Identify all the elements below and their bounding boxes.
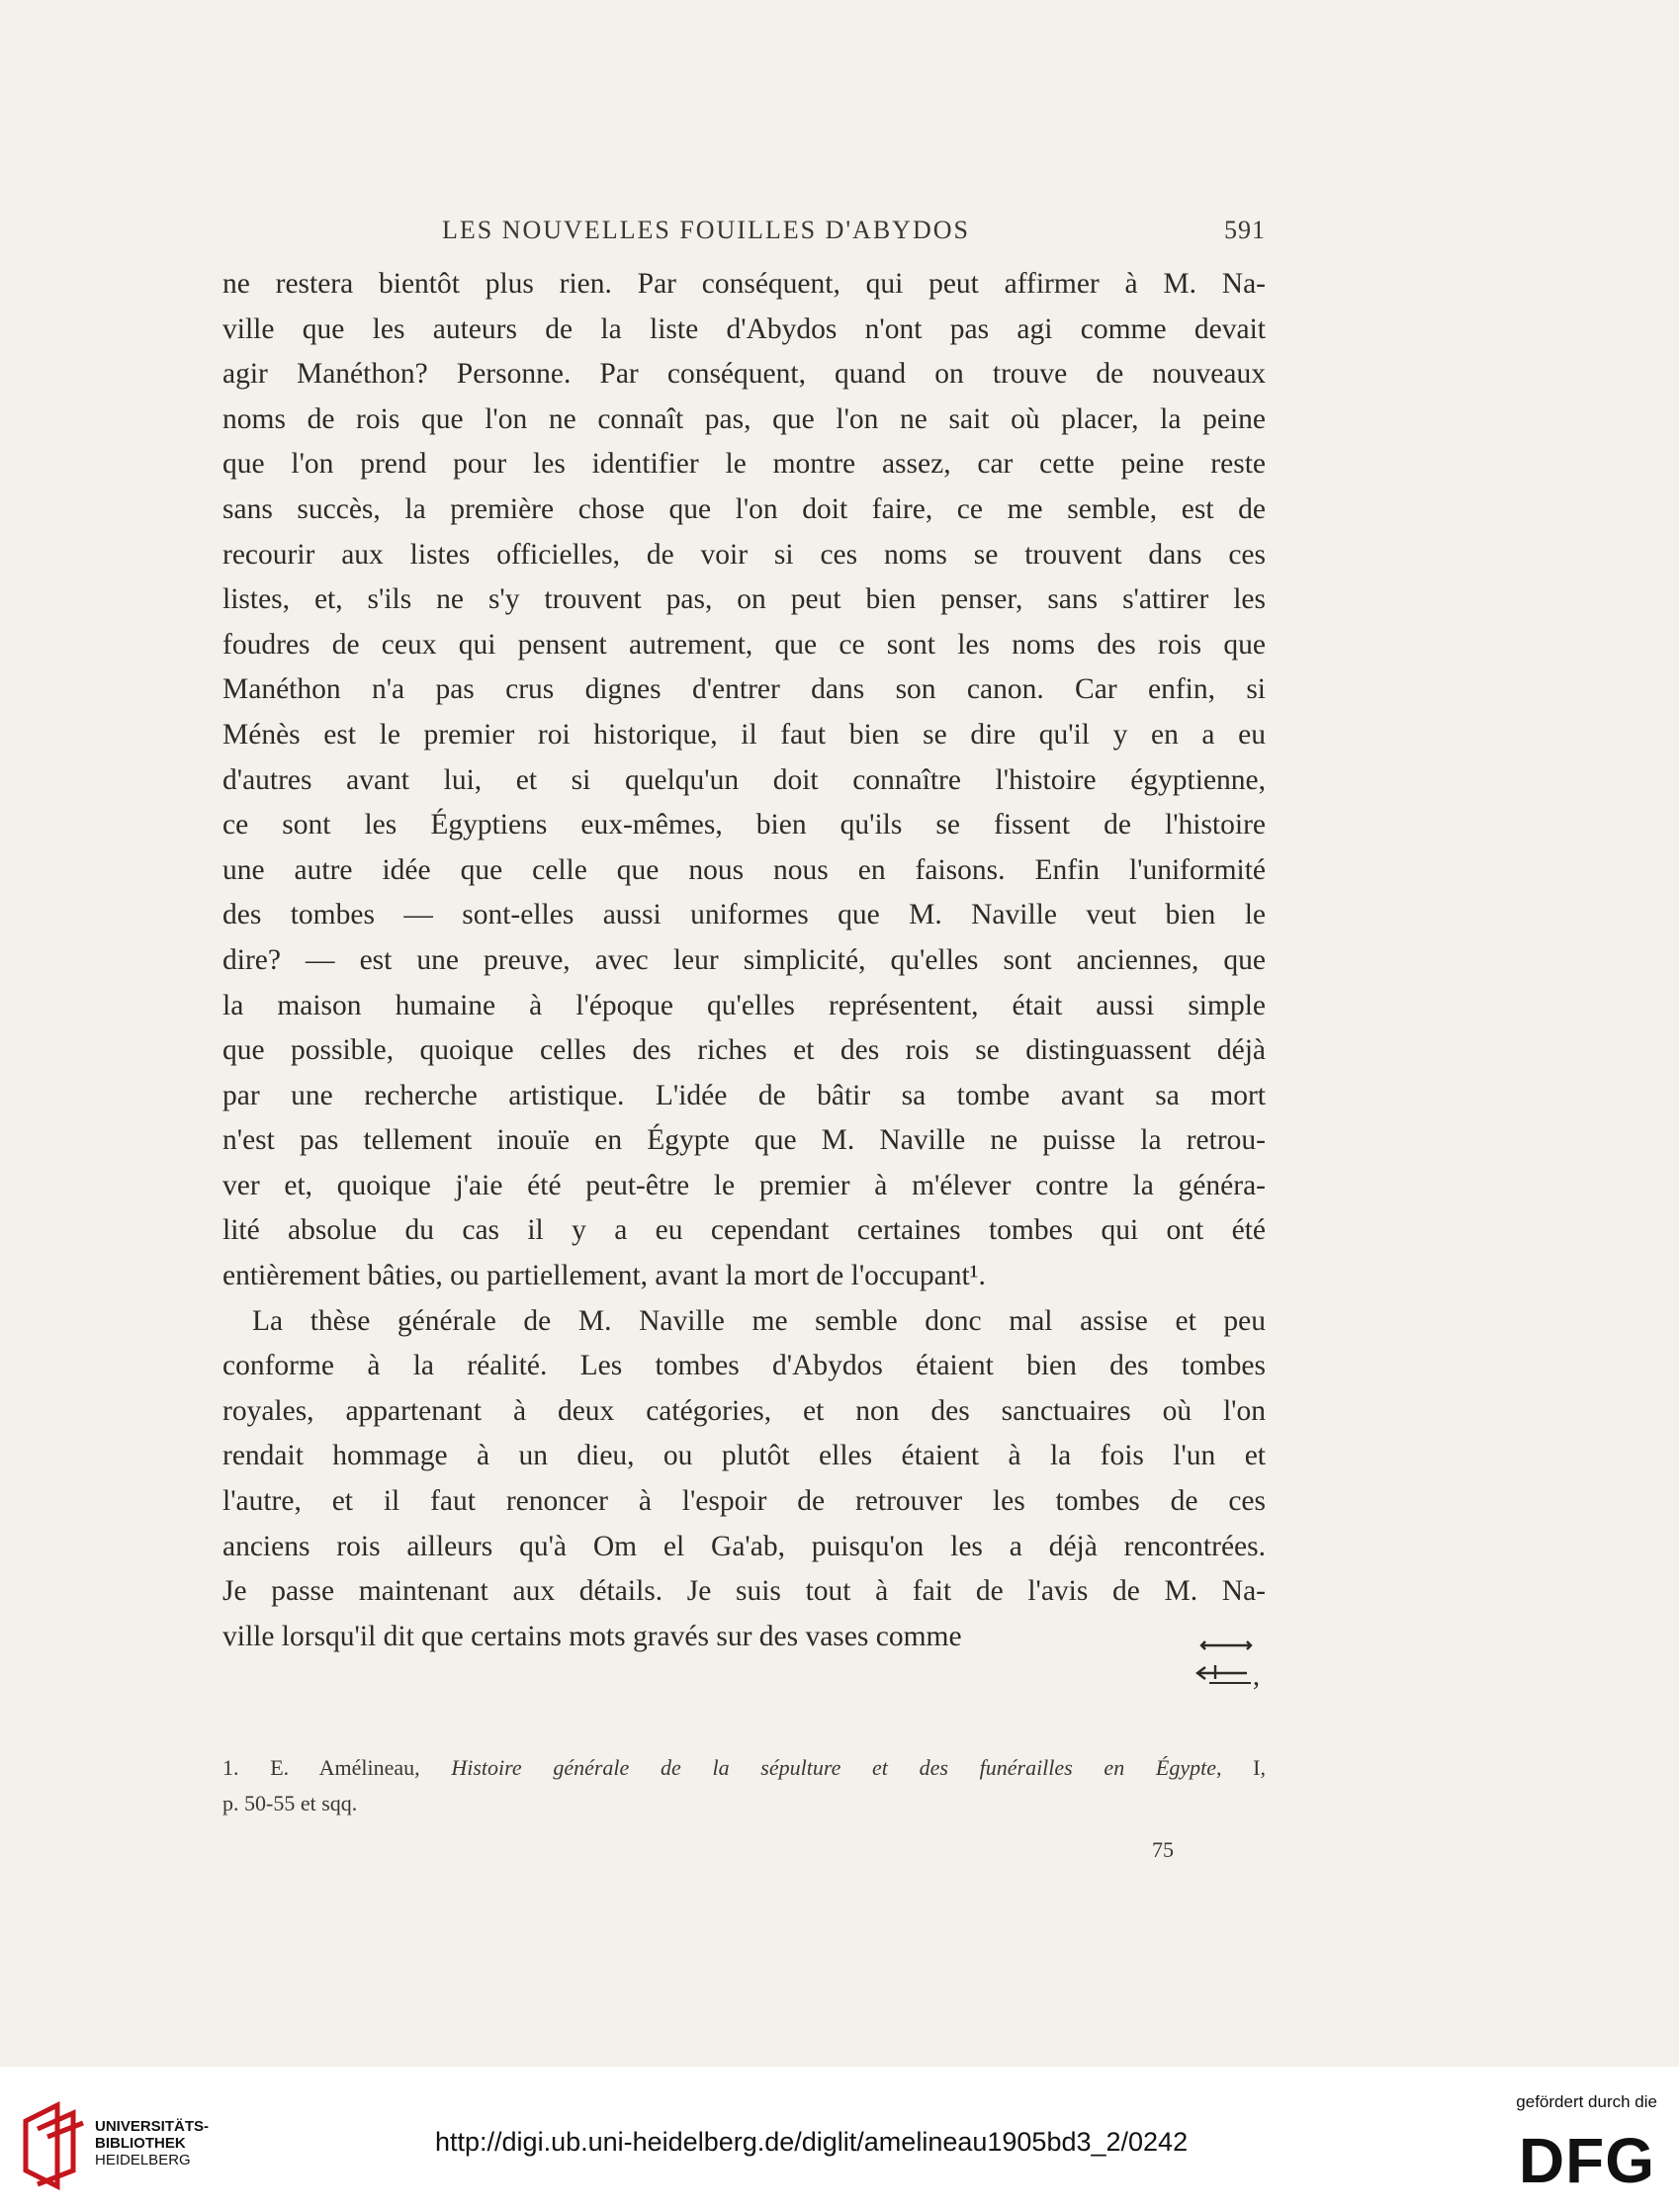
footnote-line-1 <box>222 1750 1266 1786</box>
body-text <box>222 262 1266 1659</box>
body-line: recourir aux listes officielles, de voir si ces noms se trouvent dans ces <box>222 538 1266 571</box>
body-line: sans succès, la première chose que l'on doit faire, ce me semble, est de <box>222 492 1266 525</box>
body-line: par une recherche artistique. L'idée de bâtir sa tombe avant sa mort <box>222 1079 1266 1111</box>
body-line: listes, et, s'ils ne s'y trouvent pas, on peut bien penser, sans s'attirer les <box>222 583 1266 616</box>
body-line <box>222 1615 1187 1660</box>
body-line: ce sont les Égyptiens eux-mêmes, bien qu'ils se fissent de l'histoire <box>222 809 1266 841</box>
body-line: entièrement bâties, ou partiellement, avant la mort de l'occupant¹. <box>222 1260 986 1292</box>
dfg-logo: DFG <box>1518 2125 1655 2196</box>
body-line: ver et, quoique j'aie été peut-être le premier à m'élever contre la généra- <box>222 1169 1266 1201</box>
body-line: dire? — est une preuve, avec leur simplicité, qu'elles sont anciennes, que <box>222 943 1266 976</box>
body-line: que possible, quoique celles des riches et des rois se distinguassent déjà <box>222 1034 1266 1067</box>
body-line-text: ville lorsqu'il dit que certains mots gravés sur des vases comme <box>222 1620 962 1652</box>
body-line: royales, appartenant à deux catégories, et non des sanctuaires où l'on <box>222 1394 1266 1427</box>
body-line: d'autres avant lui, et si quelqu'un doit connaître l'histoire égyptienne, <box>222 763 1266 796</box>
body-line: Ménès est le premier roi historique, il faut bien se dire qu'il y en a eu <box>222 718 1266 751</box>
footnote <box>222 1750 1266 1821</box>
footnote-work-title: Histoire générale de la sépulture et des funérailles en Égypte <box>451 1755 1216 1780</box>
footnote-line-2: p. 50-55 et sqq. <box>222 1791 358 1815</box>
running-head-title: LES NOUVELLES FOUILLES D'ABYDOS <box>442 216 970 244</box>
institution-line-1: UNIVERSITÄTS- <box>95 2118 210 2135</box>
hieroglyph-comma: , <box>1253 1661 1260 1692</box>
body-line: Je passe maintenant aux détails. Je suis tout à fait de l'avis de M. Na- <box>222 1575 1266 1608</box>
signature-mark: 75 <box>1152 1837 1174 1862</box>
page-number: 591 <box>1224 216 1266 244</box>
footnote-volume: , I, <box>1215 1755 1266 1780</box>
institution-line-3: HEIDELBERG <box>95 2152 191 2168</box>
body-line: la maison humaine à l'époque qu'elles représentent, était aussi simple <box>222 989 1266 1021</box>
institution-name <box>95 2118 209 2168</box>
body-line: que l'on prend pour les identifier le montre assez, car cette peine reste <box>222 448 1266 481</box>
body-line: l'autre, et il faut renoncer à l'espoir de retrouver les tombes de ces <box>222 1485 1266 1518</box>
funded-by-label: gefördert durch die <box>1516 2092 1657 2111</box>
body-line: une autre idée que celle que nous nous en faisons. Enfin l'uniformité <box>222 853 1266 886</box>
body-line: foudres de ceux qui pensent autrement, que ce sont les noms des rois que <box>222 628 1266 661</box>
body-line: conforme à la réalité. Les tombes d'Abydos étaient bien des tombes <box>222 1350 1266 1382</box>
hieroglyph-sign <box>1192 1634 1261 1703</box>
permalink-url[interactable]: http://digi.ub.uni-heidelberg.de/diglit/amelineau1905bd3_2/0242 <box>435 2127 1189 2157</box>
body-line: anciens rois ailleurs qu'à Om el Ga'ab, puisqu'on les a déjà rencontrées. <box>222 1530 1266 1562</box>
footnote-marker: 1. E. Amélineau, <box>222 1755 420 1780</box>
university-logo-icon <box>18 2101 87 2190</box>
body-line: rendait hommage à un dieu, ou plutôt elles étaient à la fois l'un et <box>222 1440 1266 1472</box>
body-line: lité absolue du cas il y a eu cependant certaines tombes qui ont été <box>222 1214 1266 1247</box>
body-line: La thèse générale de M. Naville me semble donc mal assise et peu <box>252 1304 1266 1337</box>
body-line: noms de rois que l'on ne connaît pas, que l'on ne sait où placer, la peine <box>222 402 1266 435</box>
body-line: Manéthon n'a pas crus dignes d'entrer dans son canon. Car enfin, si <box>222 673 1266 706</box>
institution-line-2: BIBLIOTHEK <box>95 2135 186 2152</box>
body-line: des tombes — sont-elles aussi uniformes que M. Naville veut bien le <box>222 899 1266 931</box>
body-line: n'est pas tellement inouïe en Égypte que M. Naville ne puisse la retrou- <box>222 1124 1266 1157</box>
body-line: ne restera bientôt plus rien. Par conséquent, qui peut affirmer à M. Na- <box>222 268 1266 300</box>
body-line: ville que les auteurs de la liste d'Abydos n'ont pas agi comme devait <box>222 312 1266 345</box>
body-line: agir Manéthon? Personne. Par conséquent, quand on trouve de nouveaux <box>222 358 1266 391</box>
